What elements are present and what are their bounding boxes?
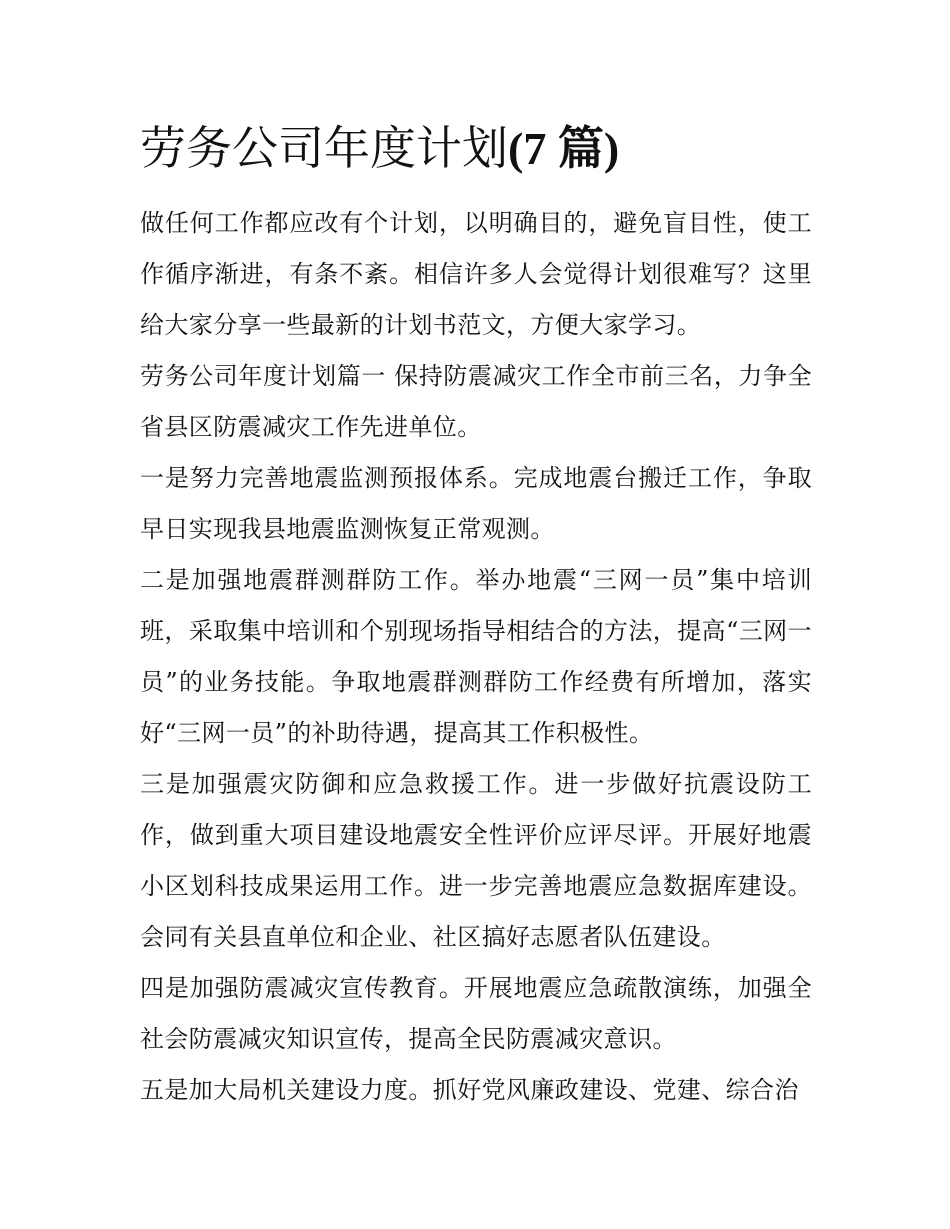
- paragraph-item-one: 一是努力完善地震监测预报体系。完成地震台搬迁工作，争取早日实现我县地震监测恢复正常观测。: [140, 464, 812, 543]
- paragraph-item-five: 五是加大局机关建设力度。抓好党风廉政建设、党建、综合治: [140, 1076, 799, 1104]
- paragraph-item-four: 四是加强防震减灾宣传教育。开展地震应急疏散演练，加强全社会防震减灾知识宣传，提高全民防震减灾意识。: [140, 974, 812, 1053]
- title-main-text: 劳务公司年度计划: [140, 121, 508, 175]
- document-title: [140, 116, 619, 181]
- paragraph-plan-one: 劳务公司年度计划篇一 保持防震减灾工作全市前三名，力争全省县区防震减灾工作先进单位。: [140, 362, 812, 441]
- document-body: [140, 198, 812, 1116]
- paragraph-item-two: 二是加强地震群测群防工作。举办地震“三网一员”集中培训班，采取集中培训和个别现场指导相结合的方法，提高“三网一员”的业务技能。争取地震群测群防工作经费有所增加，落实好“三网一员”的补助待遇，提高其工作积极性。: [140, 566, 812, 747]
- paragraph-item-three: 三是加强震灾防御和应急救援工作。进一步做好抗震设防工作，做到重大项目建设地震安全性评价应评尽评。开展好地震小区划科技成果运用工作。进一步完善地震应急数据库建设。会同有关县直单位和企业、社区搞好志愿者队伍建设。: [140, 770, 812, 951]
- paragraph-intro: 做任何工作都应改有个计划，以明确目的，避免盲目性，使工作循序渐进，有条不紊。相信许多人会觉得计划很难写？这里给大家分享一些最新的计划书范文，方便大家学习。: [140, 209, 812, 339]
- title-suffix-text: (7 篇): [508, 123, 620, 174]
